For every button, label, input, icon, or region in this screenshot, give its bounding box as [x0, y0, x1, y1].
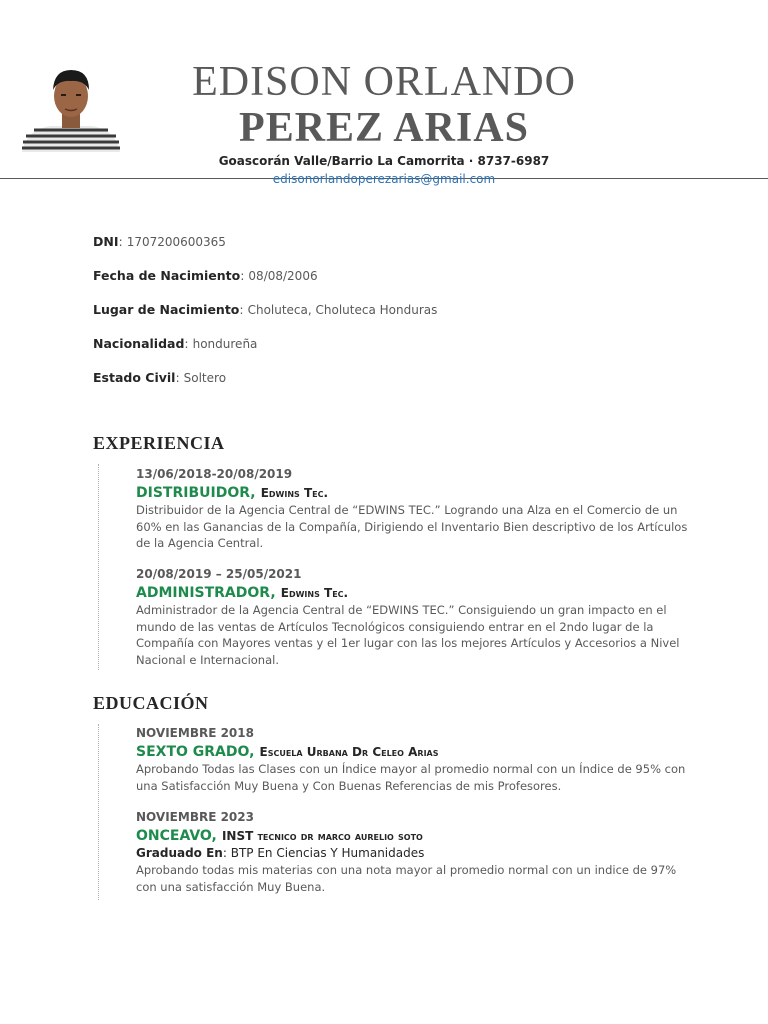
info-label: Nacionalidad [93, 336, 185, 351]
experience-timeline [98, 464, 99, 670]
entry-description: Aprobando Todas las Clases con un Índice mayor al promedio normal con un Índice de 95% con una Satisfacción Muy Buena y Con Buenas Referencias de mis Profesores. [136, 762, 686, 793]
entry-org: Edwins Tec. [260, 486, 329, 500]
info-label: Lugar de Nacimiento [93, 302, 240, 317]
experience-entry [136, 466, 696, 552]
entry-description: Administrador de la Agencia Central de “EDWINS TEC.” Consiguiendo un gran impacto en el mundo de las ventas de Artículos Tecnológicos consiguiendo entrar en el 2ndo lugar de la Compañía con Mayores ventas y el 1er lugar con las los mejores Artículos y Accesorios a Nivel Nacional e Internacional. [136, 603, 680, 667]
first-name: EDISON ORLANDO [192, 59, 576, 105]
entry-date: 13/06/2018-20/08/2019 [136, 467, 293, 481]
info-dni: DNI: 1707200600365 [93, 234, 226, 249]
entry-date: 20/08/2019 – 25/05/2021 [136, 567, 302, 581]
experience-heading: EXPERIENCIA [93, 433, 225, 453]
graduation-label: Graduado En [136, 846, 223, 860]
graduation-line: Graduado En: BTP En Ciencias Y Humanidades [136, 846, 425, 860]
education-heading: EDUCACIÓN [93, 693, 209, 713]
info-label: Fecha de Nacimiento [93, 268, 241, 283]
info-birthdate: Fecha de Nacimiento: 08/08/2006 [93, 268, 318, 283]
entry-org: Escuela Urbana Dr Celeo Arias [259, 745, 439, 759]
info-label: Estado Civil [93, 370, 176, 385]
info-value: Choluteca, Choluteca Honduras [247, 303, 438, 317]
entry-org: INST tecnico dr marco aurelio soto [221, 829, 423, 843]
info-value: hondureña [192, 337, 258, 351]
entry-description: Aprobando todas mis materias con una nota mayor al promedio normal con un indice de 97% con una satisfacción Muy Buena. [136, 863, 677, 894]
entry-date: NOVIEMBRE 2018 [136, 726, 254, 740]
info-civil-status: Estado Civil: Soltero [93, 370, 227, 385]
info-birthplace: Lugar de Nacimiento: Choluteca, Choluteca Honduras [93, 302, 438, 317]
entry-role: ADMINISTRADOR, [136, 585, 276, 601]
entry-role: SEXTO GRADO, [136, 744, 255, 760]
info-value: Soltero [183, 371, 227, 385]
entry-description: Distribuidor de la Agencia Central de “EDWINS TEC.” Logrando una Alza en el Comercio de un 60% en las Ganancias de la Compañía, Dirigiendo el Inventario Bien descriptivo de los Artículos de la Agencia Central. [136, 503, 688, 550]
entry-date: NOVIEMBRE 2023 [136, 810, 254, 824]
entry-role: ONCEAVO, [136, 828, 217, 844]
info-value: 08/08/2006 [248, 269, 318, 283]
graduation-value: BTP En Ciencias Y Humanidades [230, 846, 425, 860]
info-nationality: Nacionalidad: hondureña [93, 336, 258, 351]
info-value: 1707200600365 [126, 235, 226, 249]
experience-entry [136, 566, 696, 668]
education-entry [136, 725, 696, 794]
email-link[interactable]: edisonorlandoperezarias@gmail.com [272, 172, 496, 186]
entry-org: Edwins Tec. [280, 586, 349, 600]
education-entry [136, 809, 696, 895]
entry-role: DISTRIBUIDOR, [136, 485, 256, 501]
education-timeline [98, 724, 99, 900]
info-label: DNI [93, 234, 119, 249]
last-name: PEREZ ARIAS [239, 105, 529, 151]
contact-line: Goascorán Valle/Barrio La Camorrita · 8737-6987 [218, 154, 550, 168]
